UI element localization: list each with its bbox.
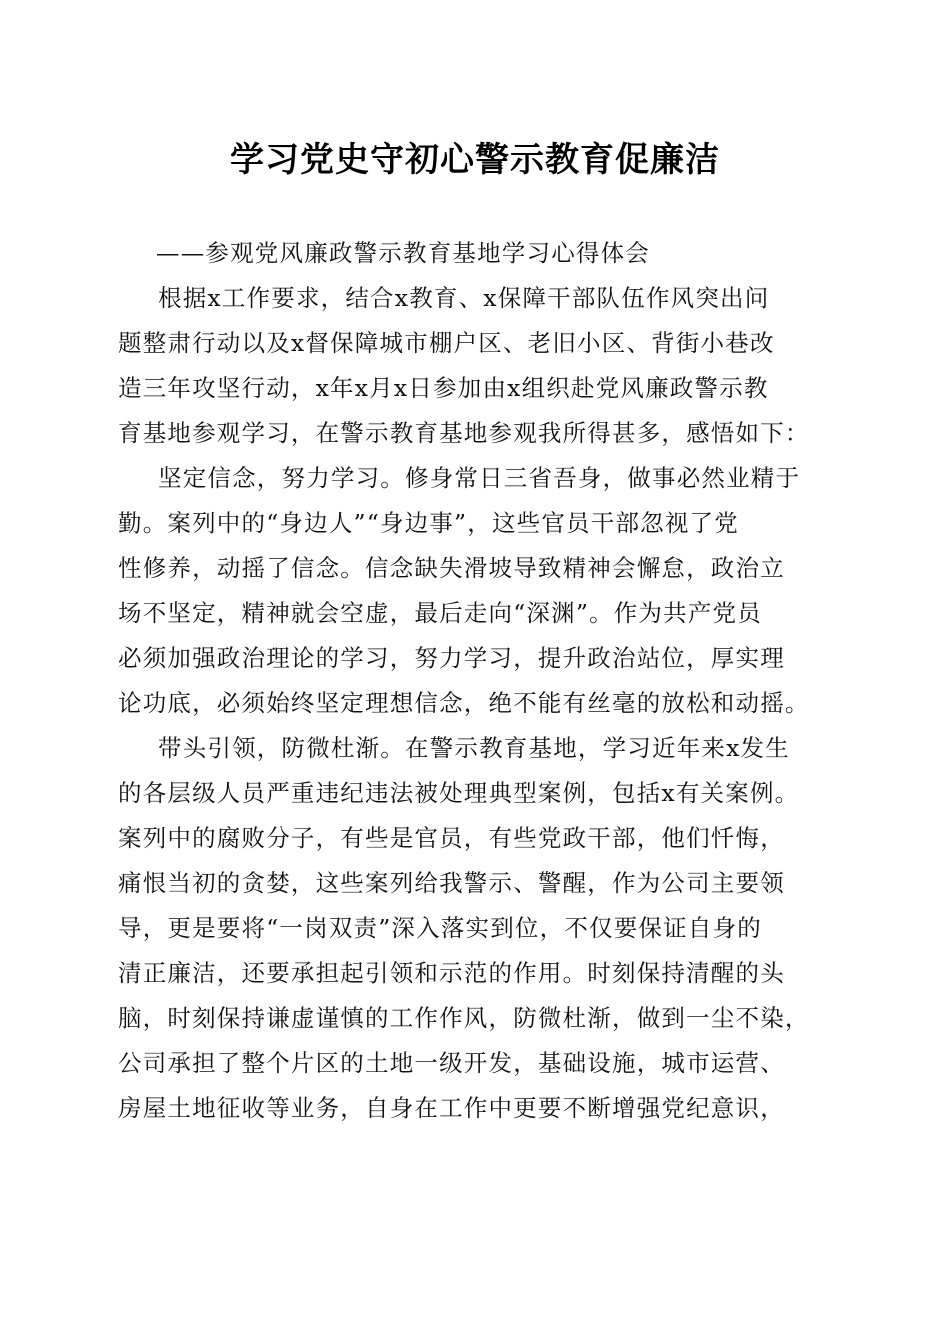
paragraph-line: 公司承担了整个片区的土地一级开发，基础设施，城市运营、	[118, 1049, 785, 1077]
paragraph-line: 的各层级人员严重违纪违法被处理典型案例，包括x有关案例。	[118, 779, 800, 807]
paragraph-3	[118, 726, 843, 1131]
paragraph-line: 坚定信念，努力学习。修身常日三省吾身，做事必然业精于	[158, 464, 801, 492]
paragraph-line: 造三年攻坚行动，x年x月x日参加由x组织赴党风廉政警示教	[118, 374, 769, 402]
paragraph-line: 育基地参观学习，在警示教育基地参观我所得甚多，感悟如下：	[118, 419, 810, 447]
paragraph-line: 清正廉洁，还要承担起引领和示范的作用。时刻保持清醒的头	[118, 959, 785, 987]
paragraph-line: 带头引领，防微杜渐。在警示教育基地，学习近年来x发生	[158, 734, 790, 762]
paragraph-line: 场不坚定，精神就会空虚，最后走向“深渊”。作为共产党员	[118, 599, 762, 627]
paragraph-line: 导，更是要将“一岗双责”深入落实到位，不仅要保证自身的	[118, 914, 762, 942]
paragraph-line: 根据x工作要求，结合x教育、x保障干部队伍作风突出问	[158, 284, 770, 312]
paragraph-line: 案列中的腐败分子，有些是官员，有些党政干部，他们忏悔，	[118, 824, 785, 852]
document-body	[118, 231, 843, 1131]
document-title: 学习党史守初心警示教育促廉洁	[230, 140, 720, 180]
paragraph-line: 必须加强政治理论的学习，努力学习，提升政治站位，厚实理	[118, 644, 785, 672]
paragraph-1	[118, 276, 843, 456]
paragraph-line: 痛恨当初的贪婪，这些案列给我警示、警醒，作为公司主要领	[118, 869, 785, 897]
paragraph-line: 论功底，必须始终坚定理想信念，绝不能有丝毫的放松和动摇。	[118, 689, 810, 717]
paragraph-2	[118, 456, 843, 726]
paragraph-line: 房屋土地征收等业务，自身在工作中更要不断增强党纪意识，	[118, 1094, 785, 1122]
paragraph-line: 脑，时刻保持谦虚谨慎的工作作风，防微杜渐，做到一尘不染，	[118, 1004, 810, 1032]
paragraph-line: 勤。案列中的“身边人”“身边事”，这些官员干部忽视了党	[118, 509, 739, 537]
document-subtitle: ——参观党风廉政警示教育基地学习心得体会	[156, 239, 650, 267]
paragraph-line: 题整肃行动以及x督保障城市棚户区、老旧小区、背街小巷改	[118, 329, 775, 357]
paragraph-line: 性修养，动摇了信念。信念缺失滑坡导致精神会懈怠，政治立	[118, 554, 785, 582]
